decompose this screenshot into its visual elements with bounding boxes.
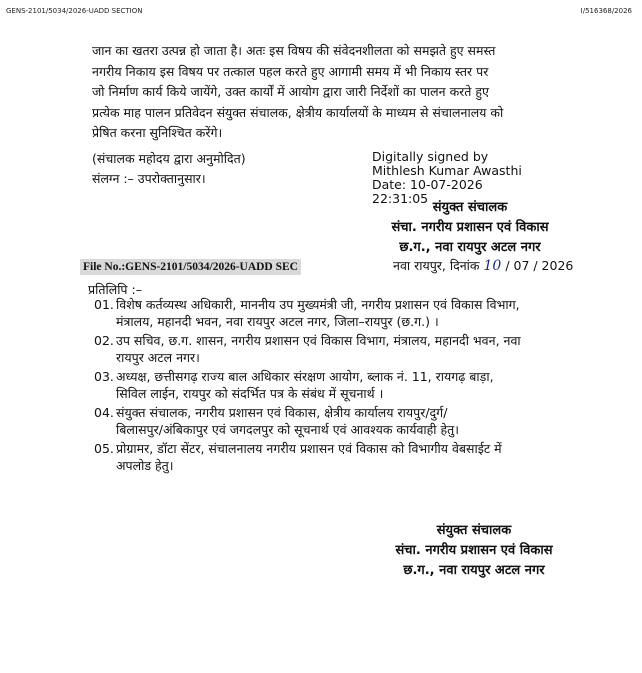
list-item-number: 04. [94,405,114,420]
signatory-location: छ.ग., नवा रायपुर अटल नगर [399,240,541,255]
list-item-line: प्रोग्रामर, डॉटा सेंटर, संचालनालय नगरीय प्रशासन एवं विकास को विभागीय वेबसाईट में [116,441,502,456]
list-item-number: 01. [94,297,114,312]
place-date [393,257,573,274]
signatory-location: छ.ग., नवा रायपुर अटल नगर [403,563,545,578]
signature-signer: Mithlesh Kumar Awasthi [372,163,522,178]
approval-note: (संचालक महोदय द्वारा अनुमोदित) [92,151,246,166]
list-item-line: बिलासपुर/अंबिकापुर एवं जगदलपुर को सूचनार्थ एवं आवश्यक कार्यवाही हेतु। [116,422,460,437]
signatory-designation: संयुक्त संचालक [436,523,512,538]
signatory-block-top [368,198,572,258]
copy-list [94,296,594,476]
paragraph-line: प्रेषित करना सुनिश्चित करेंगे। [92,125,223,141]
list-item [94,368,594,402]
list-item-number: 05. [94,441,114,456]
signatory-department: संचा. नगरीय प्रशासन एवं विकास [391,220,549,235]
handwritten-day: 10 [483,258,502,274]
list-item-number: 03. [94,369,114,384]
list-item [94,332,594,366]
place-date-rest: / 07 / 2026 [505,258,574,273]
list-item-line: अध्यक्ष, छत्तीसगढ़ राज्य बाल अधिकार संरक्षण आयोग, ब्लाक नं. 11, रायगढ़ बाड़ा, [116,369,494,384]
list-item [94,296,594,330]
signatory-block-bottom [372,521,576,581]
header-file-reference: GENS-2101/5034/2026-UADD SECTION [6,7,143,15]
list-item [94,440,594,474]
paragraph-line: नगरीय निकाय इस विषय पर तत्काल पहल करते हुए आगामी समय में भी निकाय स्तर पर [92,63,489,79]
list-item-line: मंत्रालय, महानदी भवन, नवा रायपुर अटल नगर, जिला–रायपुर (छ.ग.) । [116,314,439,329]
signatory-department: संचा. नगरीय प्रशासन एवं विकास [395,543,553,558]
header-inward-number: I/516368/2026 [580,7,632,15]
file-number: File No.:GENS-2101/5034/2026-UADD SEC [80,259,301,275]
signature-date: Date: 10-07-2026 [372,177,483,192]
list-item-line: अपलोड हेतु। [116,458,174,473]
copy-heading: प्रतिलिपि :– [88,282,142,297]
list-item-line: संयुक्त संचालक, नगरीय प्रशासन एवं विकास, क्षेत्रीय कार्यालय रायपुर/दुर्ग/ [116,405,448,420]
list-item-line: रायपुर अटल नगर। [116,350,200,365]
paragraph-line: जान का खतरा उत्पन्न हो जाता है। अतः इस विषय की संवेदनशीलता को समझते हुए समस्त [92,43,496,58]
paragraph-line: प्रत्येक माह पालन प्रतिवेदन संयुक्त संचालक, क्षेत्रीय कार्यालयों के माध्यम से संचालनालय को [92,104,504,120]
list-item-line: उप सचिव, छ.ग. शासन, नगरीय प्रशासन एवं विकास विभाग, मंत्रालय, महानदी भवन, नवा [116,333,521,348]
body-paragraph [92,41,592,144]
list-item-line: सिविल लाईन, रायपुर को संदर्भित पत्र के संबंध में सूचनार्थ । [116,386,384,401]
signature-line: Digitally signed by [372,149,489,164]
enclosure-note: संलग्न :– उपरोक्तानुसार। [92,171,206,186]
list-item-number: 02. [94,333,114,348]
paragraph-line: जो निर्माण कार्य किये जायेंगे, उक्त कार्यों में आयोग द्वारा जारी निर्देशों का पालन करते हुए [92,84,489,100]
list-item [94,404,594,438]
signature-time: 22:31:05 [372,191,429,206]
signatory-designation: संयुक्त संचालक [432,200,508,215]
place-date-prefix: नवा रायपुर, दिनांक [393,258,480,273]
list-item-line: विशेष कर्तव्यस्थ अधिकारी, माननीय उप मुख्यमंत्री जी, नगरीय प्रशासन एवं विकास विभाग, [116,297,520,312]
